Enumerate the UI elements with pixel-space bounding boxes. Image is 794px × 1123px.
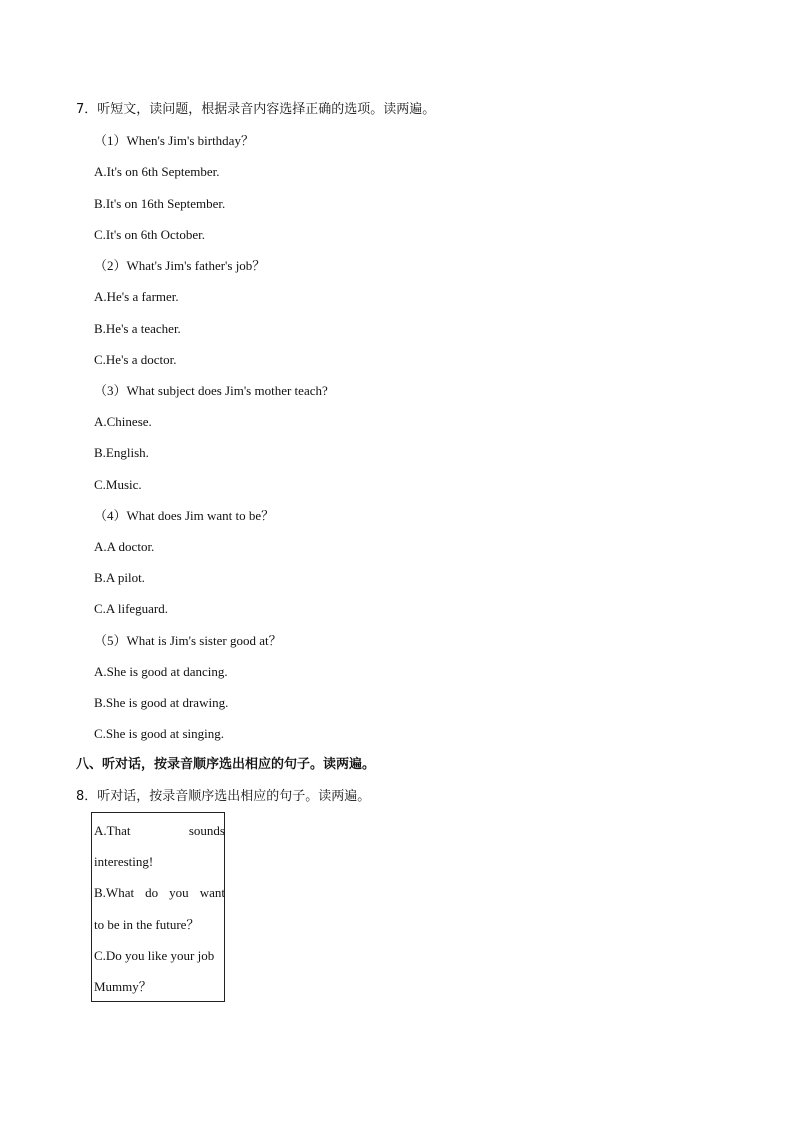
box-line-c1: C.Do you like your job [94,948,215,963]
q7-4-option-b: B.A pilot. [94,570,145,585]
q7-1-option-a: A.It's on 6th September. [94,164,220,179]
box-line-a1 [94,823,225,839]
box-line-b2: to be in the future？ [94,917,200,932]
q7-3-option-a: A.Chinese. [94,414,152,429]
q7-4-option-c: C.A lifeguard. [94,601,169,616]
box-word: A.That [94,823,131,838]
box-word: want [199,885,225,900]
q7-1-option-b: B.It's on 16th September. [94,196,226,211]
q7-5-option-a: A.She is good at dancing. [94,664,228,679]
box-line-a2: interesting! [94,854,154,869]
box-line-c2: Mummy？ [94,979,152,994]
section-8-heading: 八、听对话，按录音顺序选出相应的句子。读两遍。 [76,757,376,772]
box-word: you [169,885,189,900]
q7-2-prompt: （2）What's Jim's father's job？ [94,258,266,273]
q7-5-prompt: （5）What is Jim's sister good at？ [94,633,282,648]
q7-4-option-a: A.A doctor. [94,539,155,554]
q7-3-option-b: B.English. [94,445,149,460]
q7-1-prompt: （1）When's Jim's birthday？ [94,133,254,148]
sentence-box [91,812,225,1002]
q7-2-option-b: B.He's a teacher. [94,321,181,336]
q7-2-option-c: C.He's a doctor. [94,352,177,367]
question-7-title: 7．听短文，读问题，根据录音内容选择正确的选项。读两遍。 [76,102,436,117]
q7-4-prompt: （4）What does Jim want to be？ [94,508,275,523]
box-word: B.What [94,885,135,900]
q7-5-option-c: C.She is good at singing. [94,726,225,741]
q7-3-option-c: C.Music. [94,477,142,492]
box-word: sounds [188,823,225,838]
q7-5-option-b: B.She is good at drawing. [94,695,229,710]
box-word: do [145,885,159,900]
box-line-b1 [94,885,225,901]
q7-3-prompt: （3）What subject does Jim's mother teach? [94,383,328,398]
q7-1-option-c: C.It's on 6th October. [94,227,206,242]
question-8-title: 8．听对话，按录音顺序选出相应的句子。读两遍。 [76,789,371,804]
q7-2-option-a: A.He's a farmer. [94,289,179,304]
